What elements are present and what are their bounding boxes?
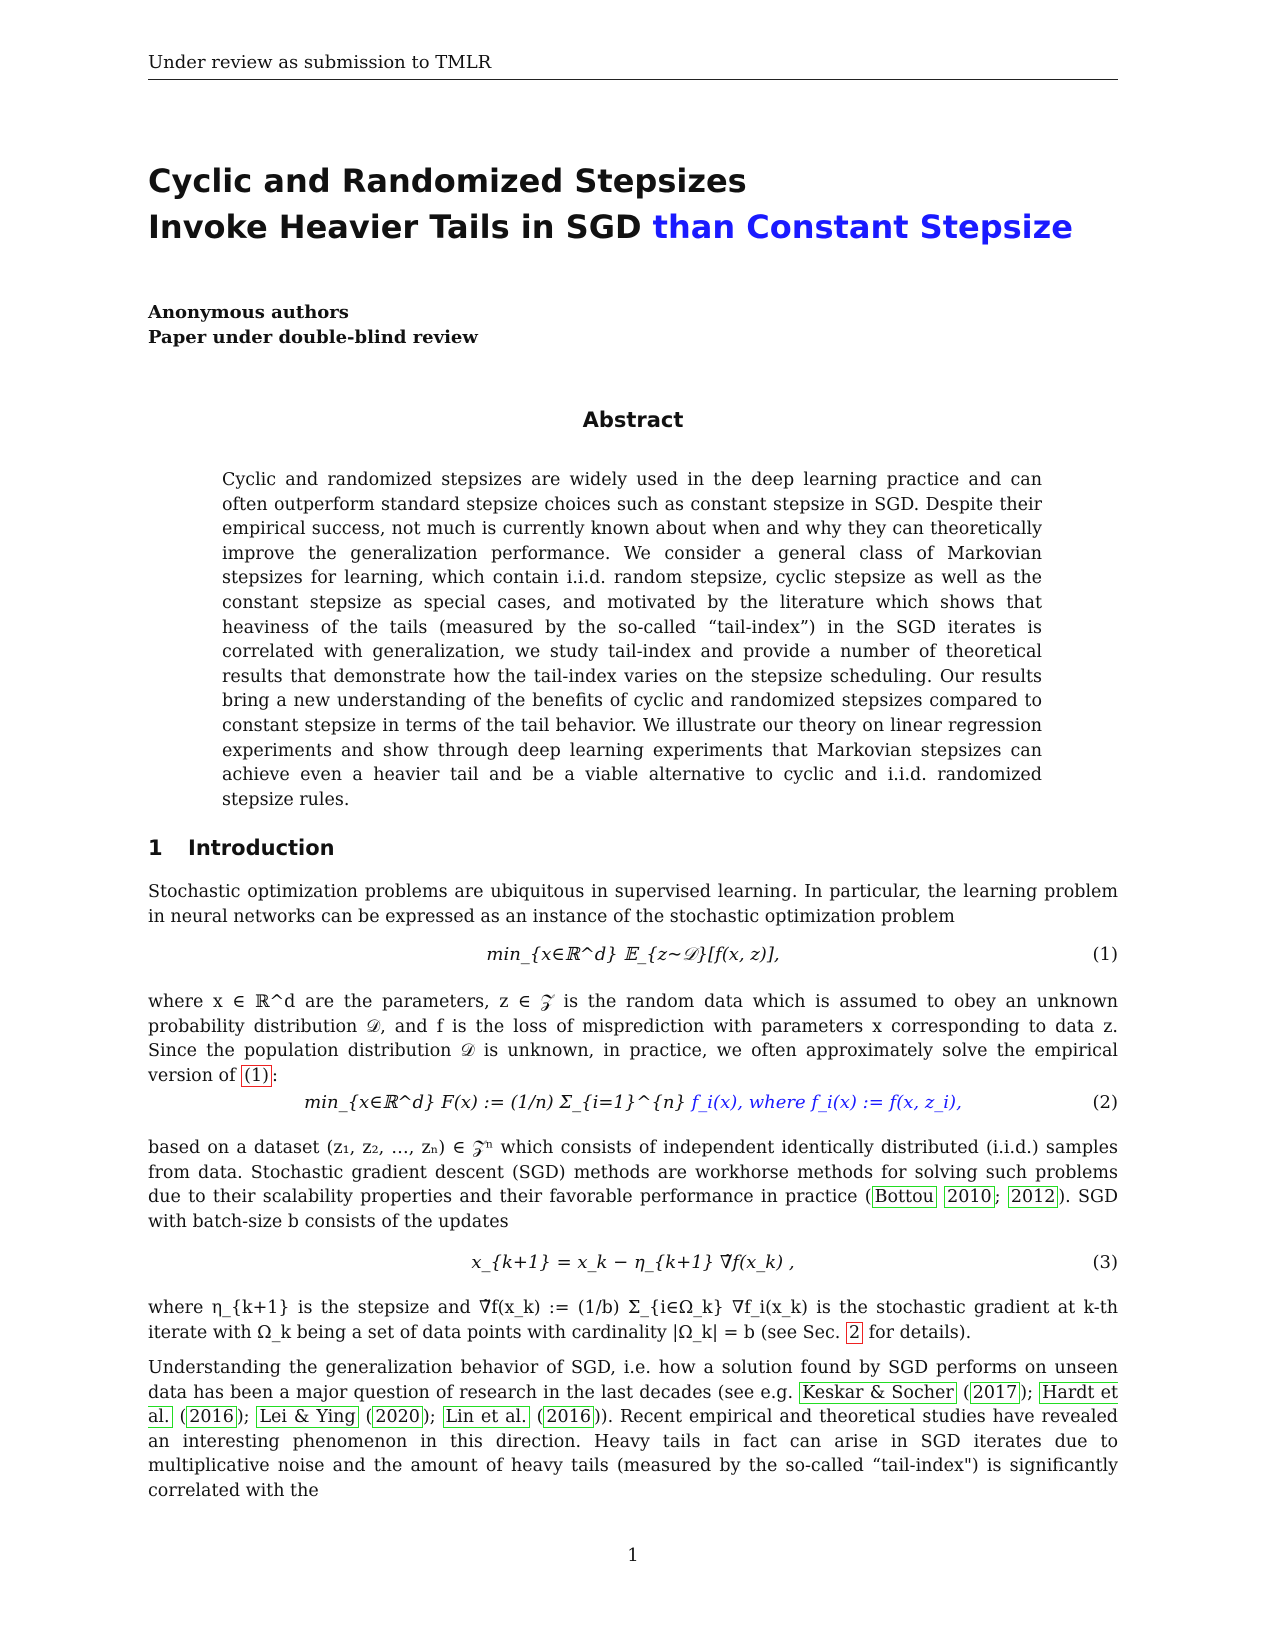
intro-paragraph-2 <box>148 990 1118 1088</box>
title-line-2 <box>148 204 1128 250</box>
title-line-2-blue: than Constant Stepsize <box>652 208 1073 246</box>
section-heading <box>148 836 335 860</box>
citation-2016a[interactable]: 2016 <box>186 1406 237 1428</box>
author-block <box>148 300 478 350</box>
p2-text-a: where x ∈ ℝ^d are the parameters, z ∈ 𝒵 is the random data which is assumed to obey an unknown probability distribution 𝒟, and f is the loss of misprediction with parameters x corresponding to data z. Since the population distribution 𝒟 is unknown, in practice, we often approximately solve the empirical version of <box>148 992 1118 1086</box>
p5-text-a: Understanding the generalization behavior of SGD, i.e. how a solution found by SGD performs on unseen data has been a major question of research in the last decades (see e.g. <box>148 1358 1118 1403</box>
intro-paragraph-4 <box>148 1296 1118 1345</box>
equation-1-number: (1) <box>1092 944 1118 965</box>
equation-2-black: min_{x∈ℝ^d} F(x) := (1/n) Σ_{i=1}^{n} <box>304 1092 692 1113</box>
p3-text-a: based on a dataset (z₁, z₂, …, zₙ) ∈ 𝒵ⁿ which consists of independent identically distributed (i.i.d.) samples from data. Stochastic gradient descent (SGD) methods are workhorse methods for solving such problems due to their scalability properties and their favorable performance in practice ( <box>148 1138 1118 1208</box>
title-line-2-black: Invoke Heavier Tails in SGD <box>148 208 653 246</box>
abstract-heading: Abstract <box>582 408 684 432</box>
p2-text-b: : <box>271 1065 278 1086</box>
equation-2 <box>148 1092 1118 1118</box>
equation-2-blue: f_i(x), where f_i(x) := f(x, z_i), <box>691 1092 962 1113</box>
citation-2017[interactable]: 2017 <box>970 1382 1021 1404</box>
equation-1-body: min_{x∈ℝ^d} 𝔼_{z∼𝒟}[f(x, z)], <box>486 944 780 965</box>
section-ref-2[interactable]: 2 <box>846 1322 863 1344</box>
section-title: Introduction <box>188 836 335 860</box>
equation-3-number: (3) <box>1092 1252 1118 1273</box>
citation-lei[interactable]: Lei & Ying <box>256 1406 358 1428</box>
equation-3-body: x_{k+1} = x_k − η_{k+1} ∇̃f(x_k) , <box>471 1252 795 1273</box>
citation-2020[interactable]: 2020 <box>372 1406 423 1428</box>
equation-ref-1[interactable]: (1) <box>241 1065 272 1087</box>
citation-bottou[interactable]: Bottou <box>872 1186 937 1208</box>
intro-paragraph-5: Understanding the generalization behavior of SGD, i.e. how a solution found by SGD performs on unseen data has been a major question of research in the last decades (see e.g. Keskar & Socher ( 2017 ); Hardt et al. ( 2016 ); Lei & Ying ( 2020 ); Lin et al. ( 2016 )). Recent empirical and theoretical studies have revealed an interesting phenomenon in this direction. Heavy tails in fact can arise in SGD iterates due to multiplicative noise and the amount of heavy tails (measured by the so-called “tail-index") is significantly correlated with the <box>148 1358 1119 1501</box>
authors-line: Anonymous authors <box>148 302 349 323</box>
review-line: Paper under double-blind review <box>148 327 478 348</box>
equation-3 <box>148 1252 1118 1278</box>
p3-text-b: ). SGD with batch-size b consists of the updates <box>148 1187 1118 1232</box>
section-number: 1 <box>148 836 163 860</box>
abstract-text: Cyclic and randomized stepsizes are widely used in the deep learning practice and can often outperform standard stepsize choices such as constant stepsize in SGD. Despite their empirical success, not much is currently known about when and why they can theoretically improve the generalization performance. We consider a general class of Markovian stepsizes for learning, which contain i.i.d. random stepsize, cyclic stepsize as well as the constant stepsize as special cases, and motivated by the literature which shows that heaviness of the tails (measured by the so-called “tail-index”) in the SGD iterates is correlated with generalization, we study tail-index and provide a number of theoretical results that demonstrate how the tail-index varies on the stepsize scheduling. Our results bring a new understanding of the benefits of cyclic and randomized stepsizes compared to constant stepsize in terms of the tail behavior. We illustrate our theory on linear regression experiments and show through deep learning experiments that Markovian stepsizes can achieve even a heavier tail and be a viable alternative to cyclic and i.i.d. randomized stepsize rules. <box>222 470 1042 810</box>
title-line-1: Cyclic and Randomized Stepsizes <box>148 162 747 200</box>
p4-text-b: for details). <box>863 1322 972 1343</box>
citation-hardt[interactable]: Hardt et al. <box>148 1382 1119 1428</box>
intro-paragraph-3: based on a dataset (z₁, z₂, …, zₙ) ∈ 𝒵ⁿ which consists of independent identically distributed (i.i.d.) samples from data. Stochastic gradient descent (SGD) methods are workhorse methods for solving such problems due to their scalability properties and their favorable performance in practice ( Bottou 2010 ; 2012 ). SGD with batch-size b consists of the updates <box>148 1138 1118 1232</box>
p4-text-a: where η_{k+1} is the stepsize and ∇̃f(x_k) := (1/b) Σ_{i∈Ω_k} ∇f_i(x_k) is the stochastic gradient at k-th iterate with Ω_k being a set of data points with cardinality |Ω_k| = b (see Sec. <box>148 1298 1118 1343</box>
citation-lin[interactable]: Lin et al. <box>443 1406 530 1428</box>
equation-2-number: (2) <box>1092 1092 1118 1113</box>
p5-text-b: ). Recent empirical and theoretical studies have revealed an interesting phenomenon in this direction. Heavy tails in fact can arise in SGD iterates due to multiplicative noise and the amount of heavy tails (measured by the so-called “tail-index") is significantly correlated with the <box>148 1407 1119 1501</box>
citation-2012[interactable]: 2012 <box>1008 1186 1059 1208</box>
citation-2016b[interactable]: 2016 <box>543 1406 594 1428</box>
equation-1 <box>148 944 1118 970</box>
intro-paragraph-1: Stochastic optimization problems are ubiquitous in supervised learning. In particular, the learning problem in neural networks can be expressed as an instance of the stochastic optimization problem <box>148 882 1118 927</box>
citation-keskar[interactable]: Keskar & Socher <box>799 1382 957 1404</box>
page-number: 1 <box>627 1545 639 1566</box>
paper-title <box>148 158 1128 250</box>
citation-2010[interactable]: 2010 <box>944 1186 995 1208</box>
running-head: Under review as submission to TMLR <box>148 52 1118 80</box>
equation-2-body <box>148 1092 1118 1113</box>
